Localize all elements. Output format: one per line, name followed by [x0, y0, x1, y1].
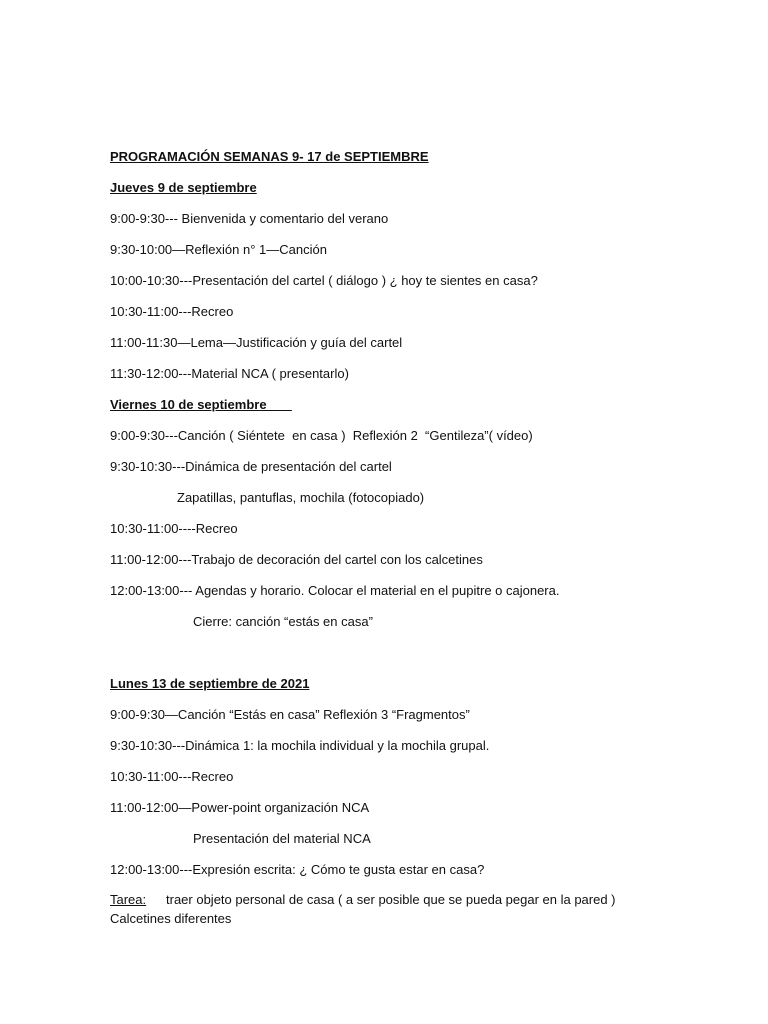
- schedule-item: 9:00-9:30---Canción ( Siéntete en casa ) Reflexión 2 “Gentileza”( vídeo): [110, 428, 533, 443]
- schedule-subitem: Zapatillas, pantuflas, mochila (fotocopiado): [177, 490, 425, 505]
- homework-continuation: Calcetines diferentes: [110, 911, 232, 926]
- schedule-subitem: Presentación del material NCA: [193, 831, 371, 846]
- homework-text: traer objeto personal de casa ( a ser posible que se pueda pegar en la pared ): [166, 892, 616, 907]
- schedule-item: 9:00-9:30--- Bienvenida y comentario del verano: [110, 211, 389, 226]
- friday-heading: Viernes 10 de septiembre: [110, 397, 292, 412]
- document-title: PROGRAMACIÓN SEMANAS 9- 17 de SEPTIEMBRE: [110, 149, 429, 164]
- schedule-item: 12:00-13:00--- Agendas y horario. Colocar el material en el pupitre o cajonera.: [110, 583, 560, 598]
- thursday-heading: Jueves 9 de septiembre: [110, 180, 257, 195]
- schedule-item: 9:00-9:30—Canción “Estás en casa” Reflexión 3 “Fragmentos”: [110, 707, 470, 722]
- monday-heading: Lunes 13 de septiembre de 2021: [110, 676, 310, 691]
- homework-label: Tarea:: [110, 892, 147, 907]
- schedule-item: 9:30-10:30---Dinámica 1: la mochila individual y la mochila grupal.: [110, 738, 490, 753]
- schedule-item: 11:00-11:30—Lema—Justificación y guía del cartel: [110, 335, 403, 350]
- schedule-item: 11:00-12:00—Power-point organización NCA: [110, 800, 370, 815]
- schedule-item: 10:30-11:00---Recreo: [110, 304, 234, 319]
- schedule-item: 10:00-10:30---Presentación del cartel ( diálogo ) ¿ hoy te sientes en casa?: [110, 273, 538, 288]
- schedule-item: 10:30-11:00---Recreo: [110, 769, 234, 784]
- schedule-item: 11:30-12:00---Material NCA ( presentarlo): [110, 366, 349, 381]
- schedule-item: 11:00-12:00---Trabajo de decoración del cartel con los calcetines: [110, 552, 483, 567]
- schedule-subitem: Cierre: canción “estás en casa”: [193, 614, 373, 629]
- schedule-item: 10:30-11:00----Recreo: [110, 521, 238, 536]
- schedule-item: 9:30-10:30---Dinámica de presentación del cartel: [110, 459, 392, 474]
- schedule-item: 12:00-13:00---Expresión escrita: ¿ Cómo te gusta estar en casa?: [110, 862, 485, 877]
- schedule-item: 9:30-10:00—Reflexión n° 1—Canción: [110, 242, 327, 257]
